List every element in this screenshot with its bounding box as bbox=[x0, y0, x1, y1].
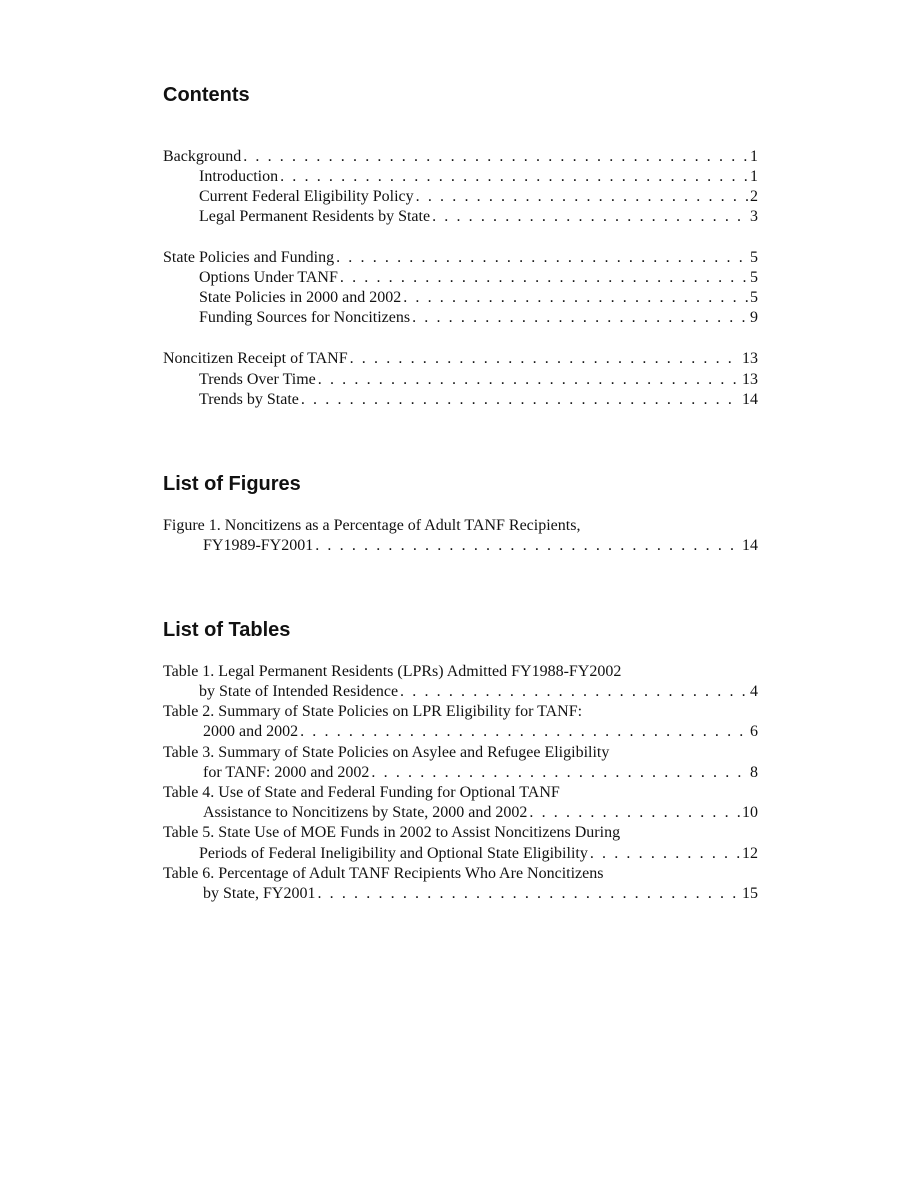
dot-leader bbox=[315, 536, 740, 556]
figure-1-entry[interactable] bbox=[203, 536, 758, 556]
dot-leader bbox=[301, 390, 740, 410]
contents-heading: Contents bbox=[163, 84, 250, 106]
toc-entry-page: 1 bbox=[750, 148, 758, 165]
table-5-entry[interactable] bbox=[199, 844, 758, 864]
table-3-title: Table 3. Summary of State Policies on Asylee and Refugee Eligibility bbox=[163, 744, 610, 761]
table-4-entry[interactable] bbox=[203, 803, 758, 823]
toc-entry-legal-permanent-residents-by-state[interactable] bbox=[199, 207, 758, 227]
dot-leader bbox=[371, 763, 748, 783]
dot-leader bbox=[590, 844, 740, 864]
table-2-entry[interactable] bbox=[203, 722, 758, 742]
dot-leader bbox=[318, 370, 740, 390]
dot-leader bbox=[336, 248, 748, 268]
toc-entry-page: 14 bbox=[742, 391, 758, 408]
toc-entry-trends-over-time[interactable] bbox=[199, 370, 758, 390]
dot-leader bbox=[412, 308, 748, 328]
toc-entry-page: 3 bbox=[750, 208, 758, 225]
toc-entry-label: Trends by State bbox=[199, 391, 299, 408]
toc-entry-label: Options Under TANF bbox=[199, 269, 338, 286]
table-5-title: Table 5. State Use of MOE Funds in 2002 to Assist Noncitizens During bbox=[163, 824, 621, 841]
toc-entry-page: 9 bbox=[750, 309, 758, 326]
toc-entry-funding-sources-for-noncitizens[interactable] bbox=[199, 308, 758, 328]
toc-entry-label: for TANF: 2000 and 2002 bbox=[203, 764, 370, 781]
dot-leader bbox=[317, 884, 740, 904]
toc-entry-options-under-tanf[interactable] bbox=[199, 268, 758, 288]
toc-entry-label: Funding Sources for Noncitizens bbox=[199, 309, 411, 326]
toc-entry-label: Introduction bbox=[199, 168, 279, 185]
dot-leader bbox=[403, 288, 748, 308]
dot-leader bbox=[416, 187, 748, 207]
figure-1-title: Figure 1. Noncitizens as a Percentage of Adult TANF Recipients, bbox=[163, 517, 581, 534]
toc-entry-page: 8 bbox=[750, 764, 758, 781]
table-1-title: Table 1. Legal Permanent Residents (LPRs) Admitted FY1988-FY2002 bbox=[163, 663, 622, 680]
dot-leader bbox=[243, 147, 748, 167]
toc-entry-page: 5 bbox=[750, 249, 758, 266]
dot-leader bbox=[280, 167, 748, 187]
table-6-title: Table 6. Percentage of Adult TANF Recipients Who Are Noncitizens bbox=[163, 865, 604, 882]
toc-entry-background[interactable] bbox=[163, 147, 758, 167]
table-6-entry[interactable] bbox=[203, 884, 758, 904]
dot-leader bbox=[300, 722, 748, 742]
toc-entry-page: 10 bbox=[742, 804, 758, 821]
toc-entry-label: Periods of Federal Ineligibility and Optional State Eligibility bbox=[199, 845, 588, 862]
table-2-title: Table 2. Summary of State Policies on LPR Eligibility for TANF: bbox=[163, 703, 583, 720]
toc-entry-label: Trends Over Time bbox=[199, 371, 316, 388]
toc-entry-label: by State of Intended Residence bbox=[199, 683, 399, 700]
toc-entry-page: 2 bbox=[750, 188, 758, 205]
toc-entry-label: FY1989-FY2001 bbox=[203, 537, 314, 554]
toc-entry-page: 1 bbox=[750, 168, 758, 185]
list-of-tables-heading: List of Tables bbox=[163, 619, 291, 641]
table-3-entry[interactable] bbox=[203, 763, 758, 783]
toc-entry-label: Background bbox=[163, 148, 242, 165]
table-4-title: Table 4. Use of State and Federal Funding for Optional TANF bbox=[163, 784, 560, 801]
toc-entry-label: Noncitizen Receipt of TANF bbox=[163, 350, 348, 367]
toc-entry-state-policies-and-funding[interactable] bbox=[163, 248, 758, 268]
toc-entry-page: 13 bbox=[742, 350, 758, 367]
toc-entry-page: 13 bbox=[742, 371, 758, 388]
toc-entry-label: Assistance to Noncitizens by State, 2000 and 2002 bbox=[203, 804, 528, 821]
toc-entry-page: 6 bbox=[750, 723, 758, 740]
dot-leader bbox=[400, 682, 748, 702]
toc-entry-page: 5 bbox=[750, 269, 758, 286]
toc-entry-page: 4 bbox=[750, 683, 758, 700]
dot-leader bbox=[350, 349, 740, 369]
toc-entry-state-policies-2000-2002[interactable] bbox=[199, 288, 758, 308]
toc-entry-introduction[interactable] bbox=[199, 167, 758, 187]
dot-leader bbox=[340, 268, 748, 288]
toc-entry-trends-by-state[interactable] bbox=[199, 390, 758, 410]
dot-leader bbox=[432, 207, 748, 227]
toc-entry-page: 15 bbox=[742, 885, 758, 902]
toc-entry-label: by State, FY2001 bbox=[203, 885, 316, 902]
toc-entry-page: 12 bbox=[742, 845, 758, 862]
table-1-entry[interactable] bbox=[199, 682, 758, 702]
list-of-figures-heading: List of Figures bbox=[163, 473, 301, 495]
toc-entry-label: State Policies and Funding bbox=[163, 249, 335, 266]
toc-entry-current-federal-eligibility-policy[interactable] bbox=[199, 187, 758, 207]
toc-entry-page: 5 bbox=[750, 289, 758, 306]
dot-leader bbox=[529, 803, 740, 823]
toc-entry-label: State Policies in 2000 and 2002 bbox=[199, 289, 402, 306]
toc-entry-label: Current Federal Eligibility Policy bbox=[199, 188, 414, 205]
toc-entry-page: 14 bbox=[742, 537, 758, 554]
toc-entry-label: 2000 and 2002 bbox=[203, 723, 299, 740]
toc-entry-noncitizen-receipt-of-tanf[interactable] bbox=[163, 349, 758, 369]
toc-entry-label: Legal Permanent Residents by State bbox=[199, 208, 431, 225]
